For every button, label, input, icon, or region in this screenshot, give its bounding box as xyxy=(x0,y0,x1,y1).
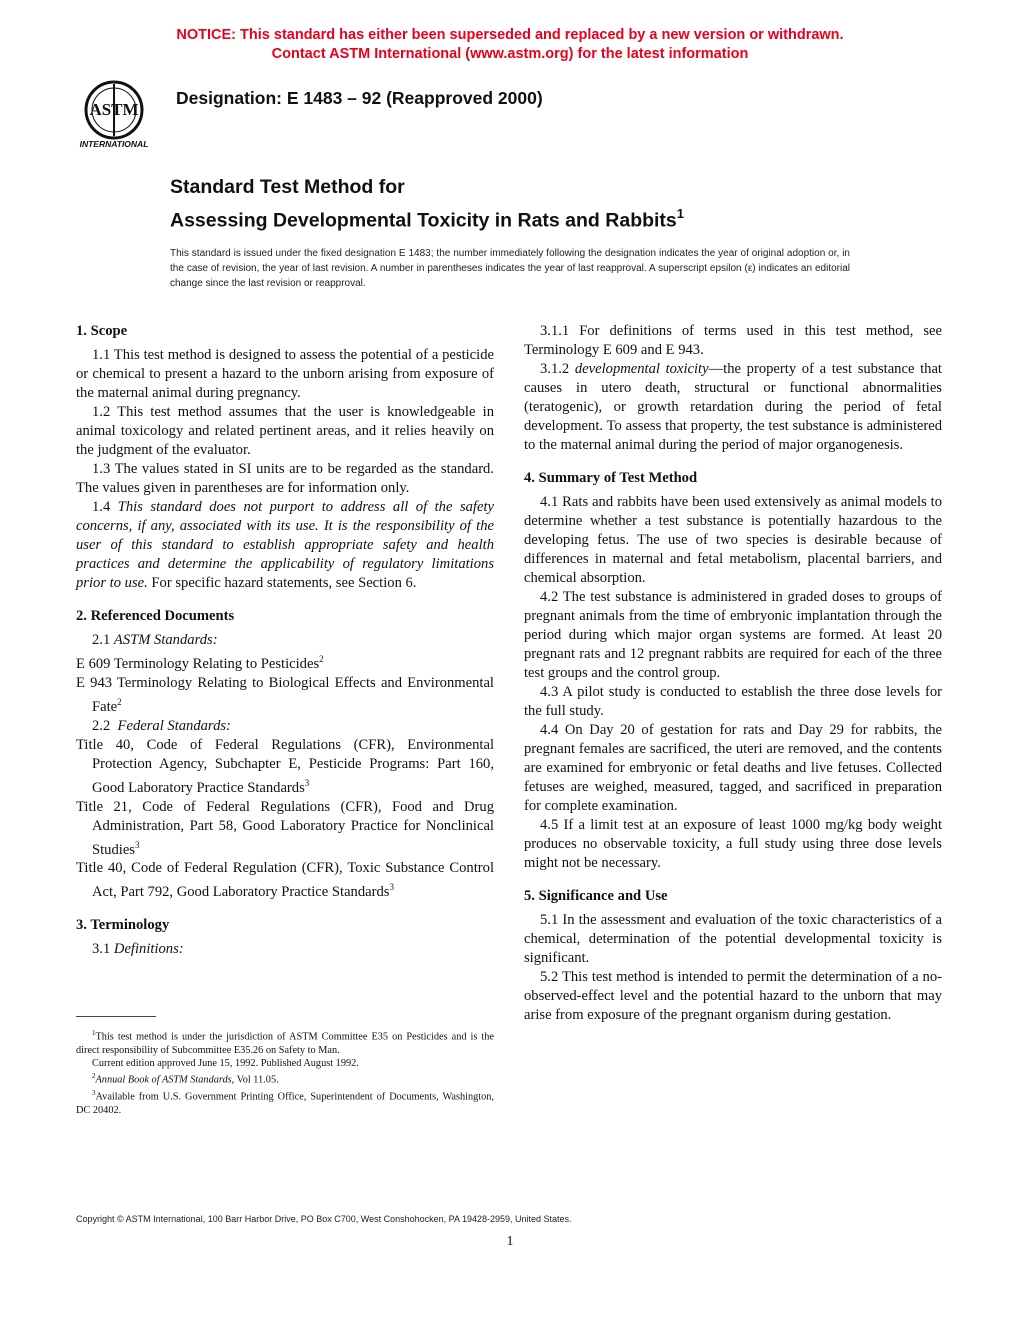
ref-e943 xyxy=(76,674,494,717)
notice-line-2: Contact ASTM International (www.astm.org) for the latest information xyxy=(271,46,749,62)
summary-4-2: 4.2 The test substance is administered in graded doses to groups of pregnant animals from the time of embryonic implantation through the period during which major organ systems are formed. At least 20 pregnant rats and 12 pregnant rabbits are required for each of the three test groups and the control group. xyxy=(524,589,942,681)
refdocs-2-2 xyxy=(76,717,494,736)
terminology-3-1-2-text: —the property of a test substance that causes in utero death, structural or functional abnormalities (teratogenic), or growth retardation during the period of fetal development. To assess that property, the test substance is administered to the maternal animal during the period of major organogenesis. xyxy=(524,361,942,453)
title-main: Assessing Developmental Toxicity in Rats and Rabbits xyxy=(170,209,677,232)
ref-title40-b-text: Title 40, Code of Federal Regulation (CFR), Toxic Substance Control Act, Part 792, Good Laboratory Practice Standards xyxy=(76,860,494,901)
footnote-1b: Current edition approved June 15, 1992. Published August 1992. xyxy=(92,1058,359,1070)
footnote-1-text: This test method is under the jurisdiction of ASTM Committee E35 on Pesticides and is the direct responsibility of Subcommittee E35.26 on Safety to Man. xyxy=(76,1031,494,1056)
ref-title40-b-fn: 3 xyxy=(389,882,394,893)
footnote-3 xyxy=(76,1087,494,1117)
issue-note: This standard is issued under the fixed designation E 1483; the number immediately following the designation indicates the year of original adoption or, in the case of revision, the year of last revision. A number in parentheses indicates the year of last reapproval. A superscript epsilon (ε) indicates an editorial change since the last revision or reapproval. xyxy=(170,248,850,289)
footnote-2-mark: 2 xyxy=(92,1072,96,1081)
right-column xyxy=(524,322,942,1025)
scope-1-3: 1.3 The values stated in SI units are to be regarded as the standard. The values given in parentheses are for information only. xyxy=(76,461,494,496)
footnote-1 xyxy=(76,1027,494,1057)
footnote-rule xyxy=(76,1016,156,1017)
footnotes xyxy=(76,1016,494,1117)
scope-1-4-num: 1.4 xyxy=(92,499,111,515)
scope-heading: 1. Scope xyxy=(76,323,128,339)
scope-1-2: 1.2 This test method assumes that the user is knowledgeable in animal toxicology and related pertinent areas, and it relies heavily on the judgment of the evaluator. xyxy=(76,404,494,458)
terminology-3-1 xyxy=(76,940,494,959)
terminology-3-1-num: 3.1 xyxy=(92,941,111,958)
astm-logo xyxy=(64,78,164,150)
refdocs-2-1-num: 2.1 xyxy=(92,632,111,648)
ref-title40-a-fn: 3 xyxy=(304,777,310,788)
refdocs-heading: 2. Referenced Documents xyxy=(76,608,235,624)
footnote-2-tail: , Vol 11.05. xyxy=(231,1074,279,1086)
withdrawal-notice xyxy=(0,26,1020,64)
terminology-heading: 3. Terminology xyxy=(76,917,170,934)
refdocs-2-1-label: ASTM Standards: xyxy=(113,632,218,648)
ref-e609-text: E 609 Terminology Relating to Pesticides xyxy=(76,655,320,672)
ref-e609 xyxy=(76,650,494,674)
summary-4-5: 4.5 If a limit test at an exposure of least 1000 mg/kg body weight produces no observable toxicity, a full study using three dose levels might not be necessary. xyxy=(524,817,942,871)
summary-heading: 4. Summary of Test Method xyxy=(524,470,698,486)
ref-title40-a-text: Title 40, Code of Federal Regulations (CFR), Environmental Protection Agency, Subchapter E, Pesticide Programs: Part 160, Good Laboratory Practice Standards xyxy=(76,736,494,796)
terminology-3-1-label: Definitions: xyxy=(113,941,184,958)
footnote-3-mark: 3 xyxy=(92,1089,96,1098)
ref-e943-text: E 943 Terminology Relating to Biological Effects and Environmental Fate xyxy=(76,674,494,715)
ref-title21-text: Title 21, Code of Federal Regulations (CFR), Food and Drug Administration, Part 58, Good Laboratory Practice for Nonclinical Studies xyxy=(76,798,494,858)
page-number: 1 xyxy=(506,1234,514,1249)
copyright: Copyright © ASTM International, 100 Barr Harbor Drive, PO Box C700, West Conshohocken, PA 19428-2959, United States. xyxy=(76,1214,572,1224)
ref-e943-fn: 2 xyxy=(117,696,122,707)
significance-5-2: 5.2 This test method is intended to permit the determination of a no-observed-effect level and the potential hazard to the unborn that may arise from exposure of the pregnant organism during gestation. xyxy=(524,969,942,1023)
logo-subtext: INTERNATIONAL xyxy=(79,139,149,149)
ref-title40-a xyxy=(76,736,494,798)
term-developmental-toxicity: developmental toxicity xyxy=(574,361,709,377)
footnote-3-text: Available from U.S. Government Printing Office, Superintendent of Documents, Washington, DC 20402. xyxy=(76,1091,494,1116)
ref-title21 xyxy=(76,798,494,860)
summary-4-3: 4.3 A pilot study is conducted to establish the three dose levels for the full study. xyxy=(524,684,942,719)
refdocs-2-2-label: Federal Standards: xyxy=(117,717,231,734)
astm-logo-icon xyxy=(64,78,164,150)
scope-1-4-tail: For specific hazard statements, see Section 6. xyxy=(151,575,417,591)
terminology-3-1-2-num: 3.1.2 xyxy=(540,361,570,377)
footnote-1-mark: 1 xyxy=(92,1029,96,1037)
scope-1-1: 1.1 This test method is designed to assess the potential of a pesticide or chemical to present a hazard to the unborn arising from exposure of the maternal animal during pregnancy. xyxy=(76,347,494,401)
ref-title40-b xyxy=(76,859,494,902)
left-column xyxy=(76,322,494,959)
title-line-2 xyxy=(170,201,684,235)
significance-5-1: 5.1 In the assessment and evaluation of the toxic characteristics of a chemical, determination of the potential developmental toxicity is significant. xyxy=(524,912,942,966)
logo-text: ASTM xyxy=(89,100,139,119)
refdocs-2-2-num: 2.2 xyxy=(92,717,111,734)
title-line-1: Standard Test Method for xyxy=(170,176,405,198)
terminology-3-1-1: 3.1.1 For definitions of terms used in this test method, see Terminology E 609 and E 943. xyxy=(524,323,942,358)
summary-4-1: 4.1 Rats and rabbits have been used extensively as animal models to determine whether a test substance is potentially hazardous to the developing fetus. The use of two species is desirable because of differences in maternal and fetal metabolism, placental barriers, and chemical absorption. xyxy=(524,494,942,586)
designation: Designation: E 1483 – 92 (Reapproved 2000) xyxy=(176,88,543,108)
scope-1-4 xyxy=(76,498,494,593)
summary-4-4: 4.4 On Day 20 of gestation for rats and Day 29 for rabbits, the pregnant females are sacrificed, the uteri are removed, and the contents are examined for embryonic or fetal deaths and live fetuses. Collected fetuses are weighed, measured, tagged, and sacrificed in preparation for complete examination. xyxy=(524,722,942,814)
footnote-2 xyxy=(76,1070,494,1087)
document-title xyxy=(170,174,684,235)
ref-title21-fn: 3 xyxy=(134,839,140,850)
title-footnote-mark: 1 xyxy=(676,206,685,221)
footnote-2-text: Annual Book of ASTM Standards xyxy=(95,1074,232,1086)
ref-e609-fn: 2 xyxy=(319,654,324,664)
scope-1-4-caution: This standard does not purport to address all of the safety concerns, if any, associated with its use. It is the responsibility of the user of this standard to establish appropriate safety and health practices and determine the applicability of regulatory limitations prior to use. xyxy=(76,499,494,591)
refdocs-2-1 xyxy=(76,631,494,650)
significance-heading: 5. Significance and Use xyxy=(524,888,668,904)
terminology-3-1-2 xyxy=(524,360,942,455)
notice-line-1: NOTICE: This standard has either been superseded and replaced by a new version or withdrawn. xyxy=(176,27,844,43)
